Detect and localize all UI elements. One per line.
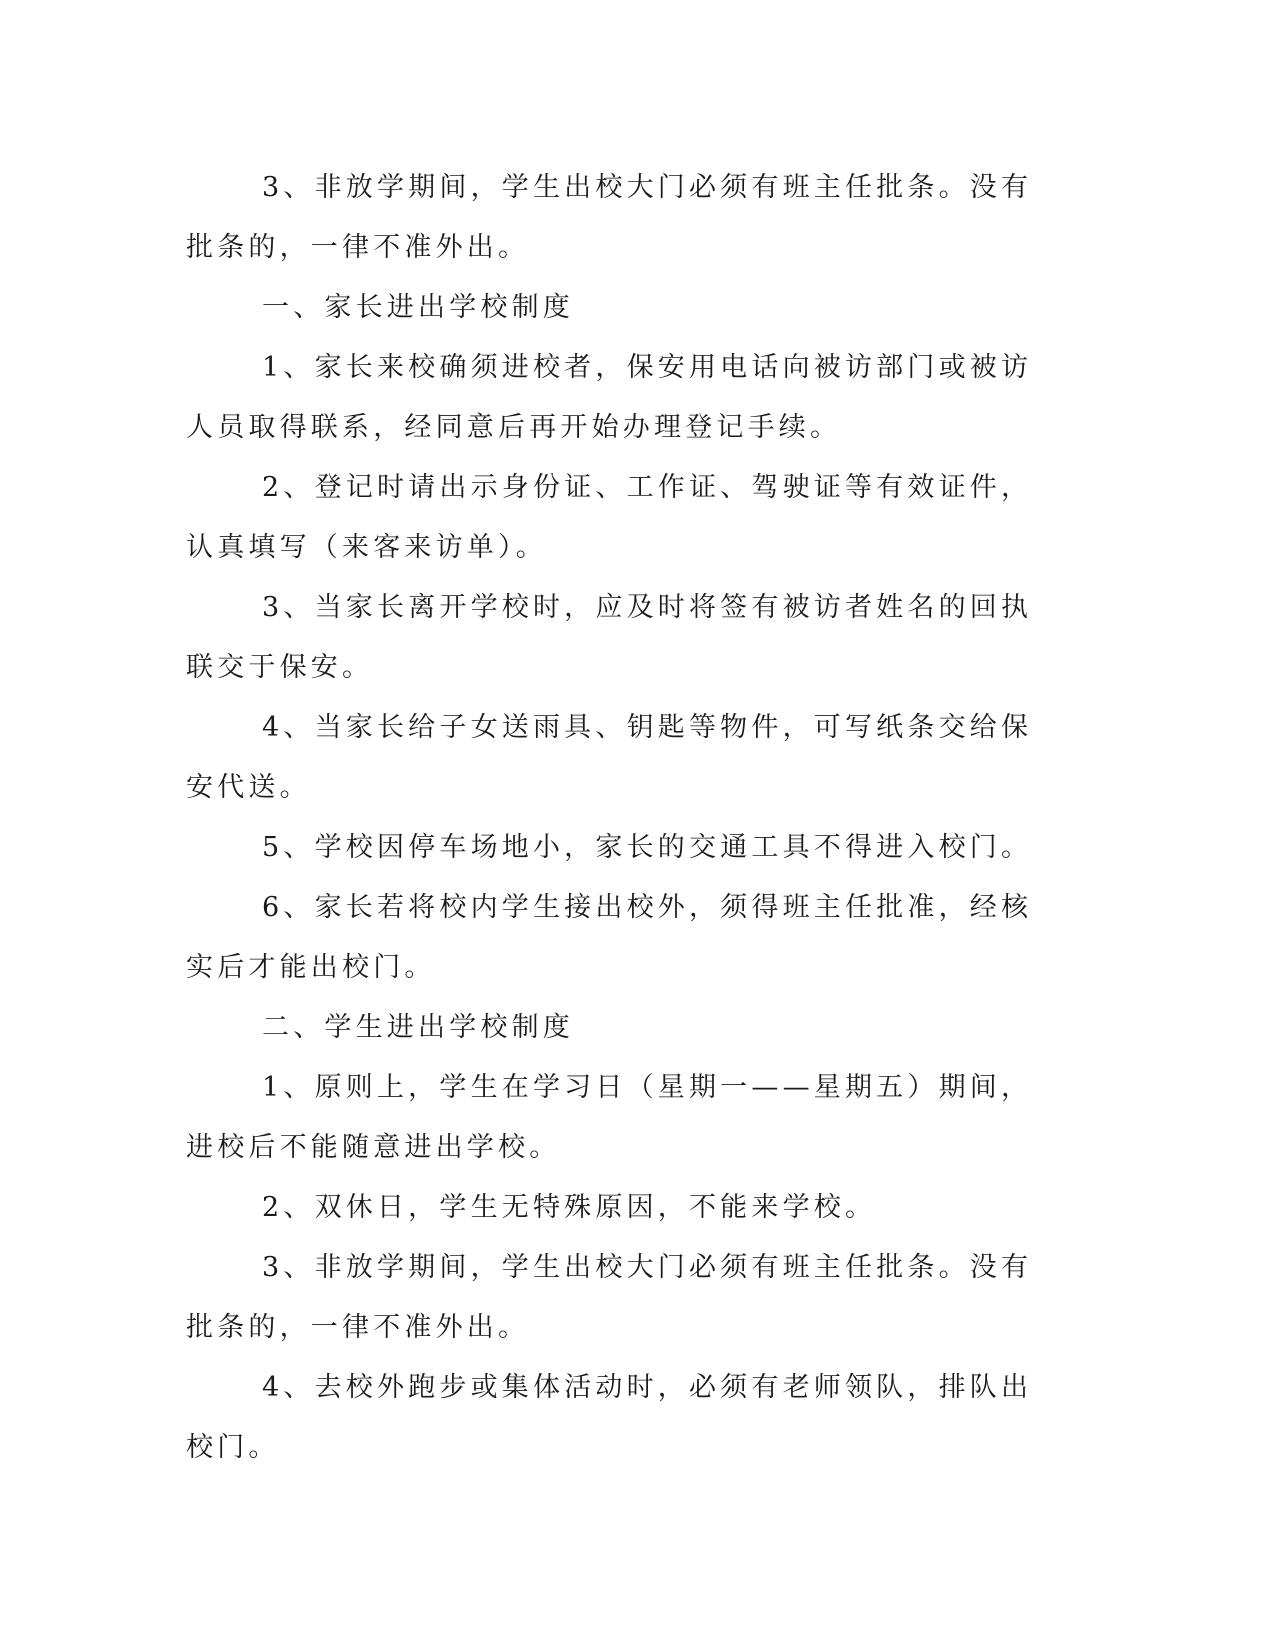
paragraph-parent-rule-1: 1、家长来校确须进校者，保安用电话向被访部门或被访人员取得联系，经同意后再开始办理登记手续。 xyxy=(186,352,1033,443)
paragraph-parent-rule-6: 6、家长若将校内学生接出校外，须得班主任批准，经核实后才能出校门。 xyxy=(186,892,1033,983)
section-heading-parent-entry-rules: 一、家长进出学校制度 xyxy=(262,292,574,323)
paragraph-parent-rule-2: 2、登记时请出示身份证、工作证、驾驶证等有效证件，认真填写（来客来访单）。 xyxy=(186,472,1033,563)
paragraph-parent-rule-4: 4、当家长给子女送雨具、钥匙等物件，可写纸条交给保安代送。 xyxy=(186,712,1033,803)
section-heading-student-entry-rules: 二、学生进出学校制度 xyxy=(262,1012,574,1043)
document-body xyxy=(186,158,1046,1478)
paragraph-parent-rule-5: 5、学校因停车场地小，家长的交通工具不得进入校门。 xyxy=(262,832,1033,863)
paragraph-student-rule-1: 1、原则上，学生在学习日（星期一——星期五）期间，进校后不能随意进出学校。 xyxy=(186,1072,1033,1163)
paragraph-student-rule-4: 4、去校外跑步或集体活动时，必须有老师领队，排队出校门。 xyxy=(186,1372,1033,1463)
paragraph-parent-rule-3: 3、当家长离开学校时，应及时将签有被访者姓名的回执联交于保安。 xyxy=(186,592,1033,683)
paragraph-student-rule-2: 2、双休日，学生无特殊原因，不能来学校。 xyxy=(262,1192,877,1223)
paragraph-student-rule-3: 3、非放学期间，学生出校大门必须有班主任批条。没有批条的，一律不准外出。 xyxy=(186,1252,1033,1343)
paragraph-student-exit-note: 3、非放学期间，学生出校大门必须有班主任批条。没有批条的，一律不准外出。 xyxy=(186,172,1033,263)
